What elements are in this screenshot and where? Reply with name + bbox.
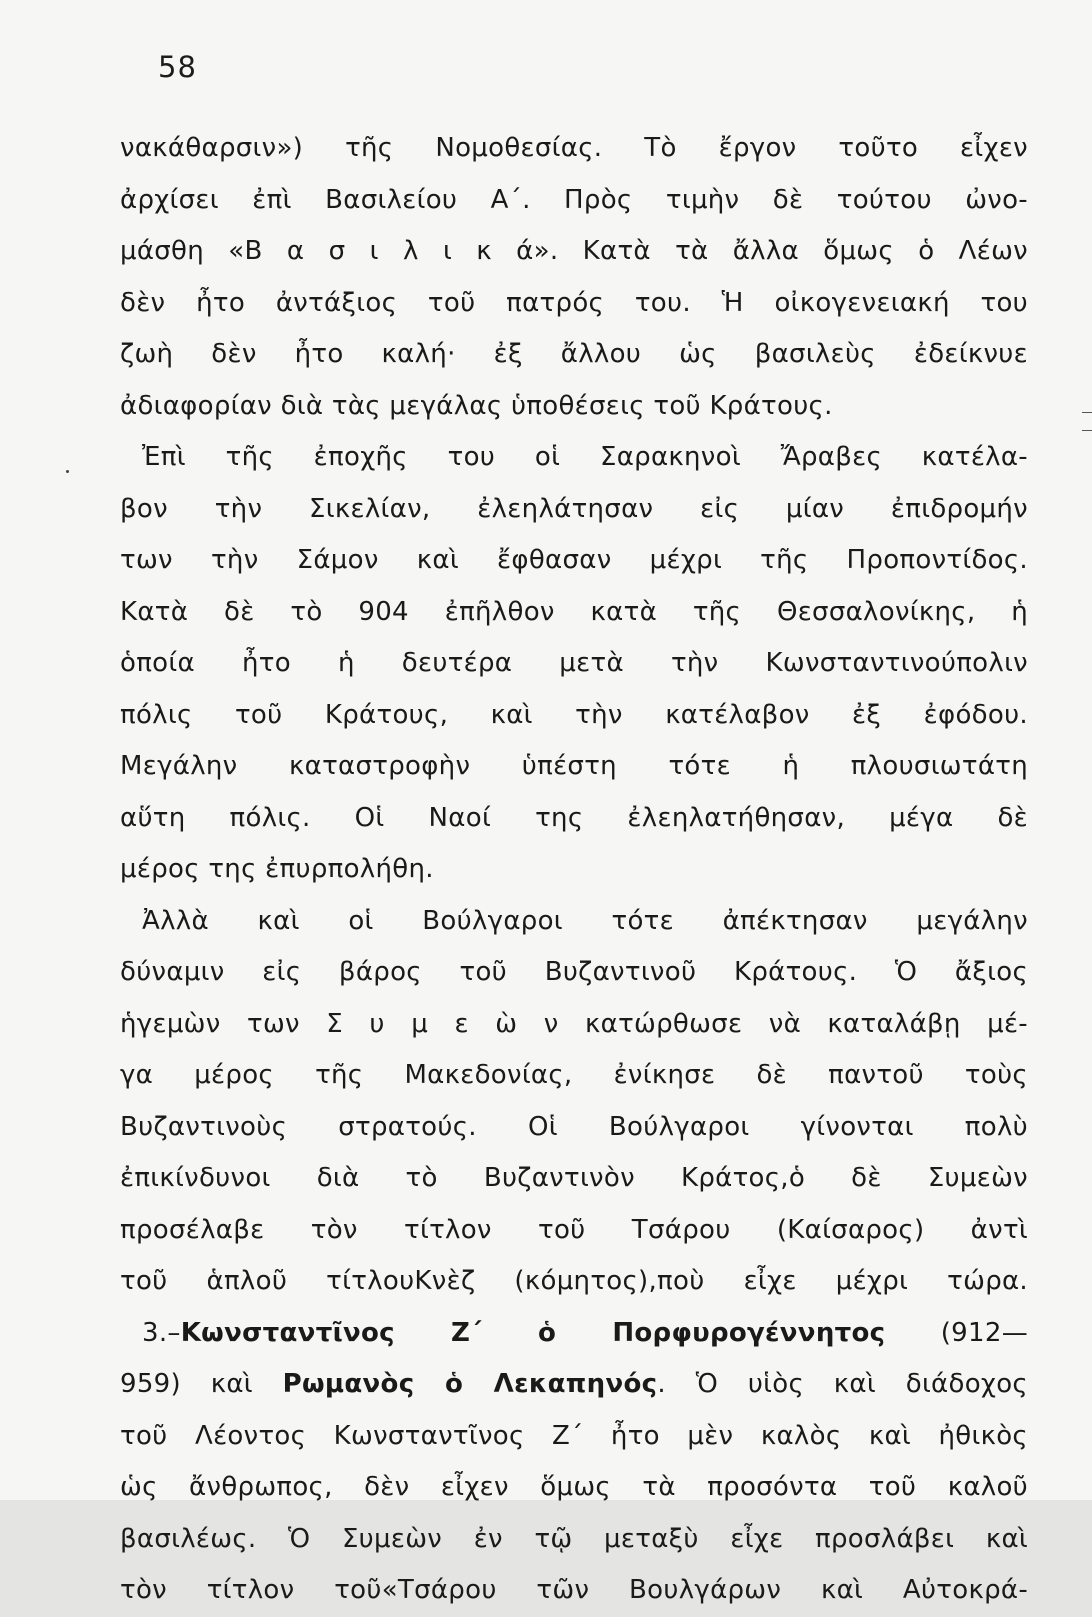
text-line: ὡς ἄνθρωπος, δὲν εἶχεν ὅμως τὰ προσόντα τοῦ καλοῦ — [120, 1472, 1028, 1502]
heading-title-romanos: Ρωμανὸς ὁ Λεκαπηνός — [282, 1369, 658, 1399]
text-line: μέρος της ἐπυρπολήθη. — [120, 854, 434, 884]
text-line: ἐπικίνδυνοι διὰ τὸ Βυζαντινὸν Κράτος,ὁ δὲ Συμεὼν — [120, 1163, 1028, 1193]
text-line: τοῦ Λέοντος Κωνσταντῖνος Ζ΄ ἦτο μὲν καλὸς καὶ ἠθικὸς — [120, 1420, 1028, 1451]
text-line: των τὴν Σάμον καὶ ἔφθασαν μέχρι τῆς Προποντίδος. — [120, 545, 1028, 575]
paragraph-group-1 — [120, 123, 1028, 1308]
heading-years-start: (912— — [885, 1317, 1028, 1348]
text-line: νακάθαρσιν») τῆς Νομοθεσίας. Τὸ ἔργον τοῦτο εἶχεν — [120, 133, 1028, 163]
text-line: Ἐπὶ τῆς ἐποχῆς του οἱ Σαρακηνοὶ Ἄραβες κατέλα- — [142, 442, 1028, 472]
page-number: 58 — [158, 50, 197, 84]
text-line: πόλις τοῦ Κράτους, καὶ τὴν κατέλαβον ἐξ ἐφόδου. — [120, 699, 1028, 730]
heading-continuation: . Ὁ υἱὸς καὶ διάδοχος — [657, 1369, 1028, 1399]
text-line: ζωὴ δὲν ἦτο καλή· ἐξ ἄλλου ὡς βασιλεὺς ἐδείκνυε — [120, 339, 1028, 369]
text-line: μάσθη «Β α σ ι λ ι κ ά». Κατὰ τὰ ἄλλα ὅμως ὁ Λέων — [120, 236, 1028, 266]
scan-edge-mark — [1082, 412, 1092, 413]
text-line: τοῦ ἁπλοῦ τίτλουΚνὲζ (κόμητος),ποὺ εἶχε μέχρι τώρα. — [120, 1266, 1028, 1296]
section-heading-line-2 — [120, 1359, 1028, 1411]
text-line: τὸν τίτλον τοῦ«Τσάρου τῶν Βουλγάρων καὶ Αὐτοκρά- — [120, 1575, 1028, 1605]
text-line: γα μέρος τῆς Μακεδονίας, ἐνίκησε δὲ παντοῦ τοὺς — [120, 1060, 1028, 1090]
text-line: Ἀλλὰ καὶ οἱ Βούλγαροι τότε ἀπέκτησαν μεγάλην — [142, 905, 1028, 936]
text-line: Βυζαντινοὺς στρατούς. Οἱ Βούλγαροι γίνονται πολὺ — [120, 1111, 1028, 1142]
text-line: δὲν ἦτο ἀντάξιος τοῦ πατρός του. Ἡ οἰκογενειακή του — [120, 287, 1028, 318]
text-line: δύναμιν εἰς βάρος τοῦ Βυζαντινοῦ Κράτους. Ὁ ἄξιος — [120, 957, 1028, 987]
text-line: Κατὰ δὲ τὸ 904 ἐπῆλθον κατὰ τῆς Θεσσαλονίκης, ἡ — [120, 596, 1028, 627]
heading-number: 3.– — [142, 1317, 181, 1348]
text-line: ὁποία ἦτο ἡ δευτέρα μετὰ τὴν Κωνσταντινούπολιν — [120, 648, 1028, 678]
text-line: ἀρχίσει ἐπὶ Βασιλείου Α΄. Πρὸς τιμὴν δὲ τούτου ὠνο- — [120, 184, 1028, 215]
heading-title-constantine: Κωνσταντῖνος Ζ΄ ὁ Πορφυρογέννητος — [180, 1317, 886, 1348]
body-text — [120, 123, 1028, 1617]
text-line: ἡγεμὼν των Σ υ μ ε ὼ ν κατώρθωσε νὰ καταλάβῃ μέ- — [120, 1008, 1028, 1039]
paragraph-group-2 — [120, 1411, 1028, 1617]
text-line: Μεγάλην καταστροφὴν ὑπέστη τότε ἡ πλουσιωτάτη — [120, 751, 1028, 781]
heading-years-end: 959) καὶ — [120, 1369, 283, 1399]
text-line: προσέλαβε τὸν τίτλον τοῦ Τσάρου (Καίσαρος) ἀντὶ — [120, 1214, 1028, 1245]
text-line: βασιλέως. Ὁ Συμεὼν ἐν τῷ μεταξὺ εἶχε προσλάβει καὶ — [120, 1523, 1028, 1554]
text-line: αὕτη πόλις. Οἱ Ναοί της ἐλεηλατήθησαν, μέγα δὲ — [120, 802, 1028, 833]
section-heading-line-1 — [120, 1308, 1028, 1360]
scan-dust-mark — [66, 470, 69, 473]
text-line: ἀδιαφορίαν διὰ τὰς μεγάλας ὑποθέσεις τοῦ Κράτους. — [120, 390, 833, 421]
text-line: βον τὴν Σικελίαν, ἐλεηλάτησαν εἰς μίαν ἐπιδρομήν — [120, 493, 1028, 524]
scan-edge-mark — [1082, 430, 1092, 431]
